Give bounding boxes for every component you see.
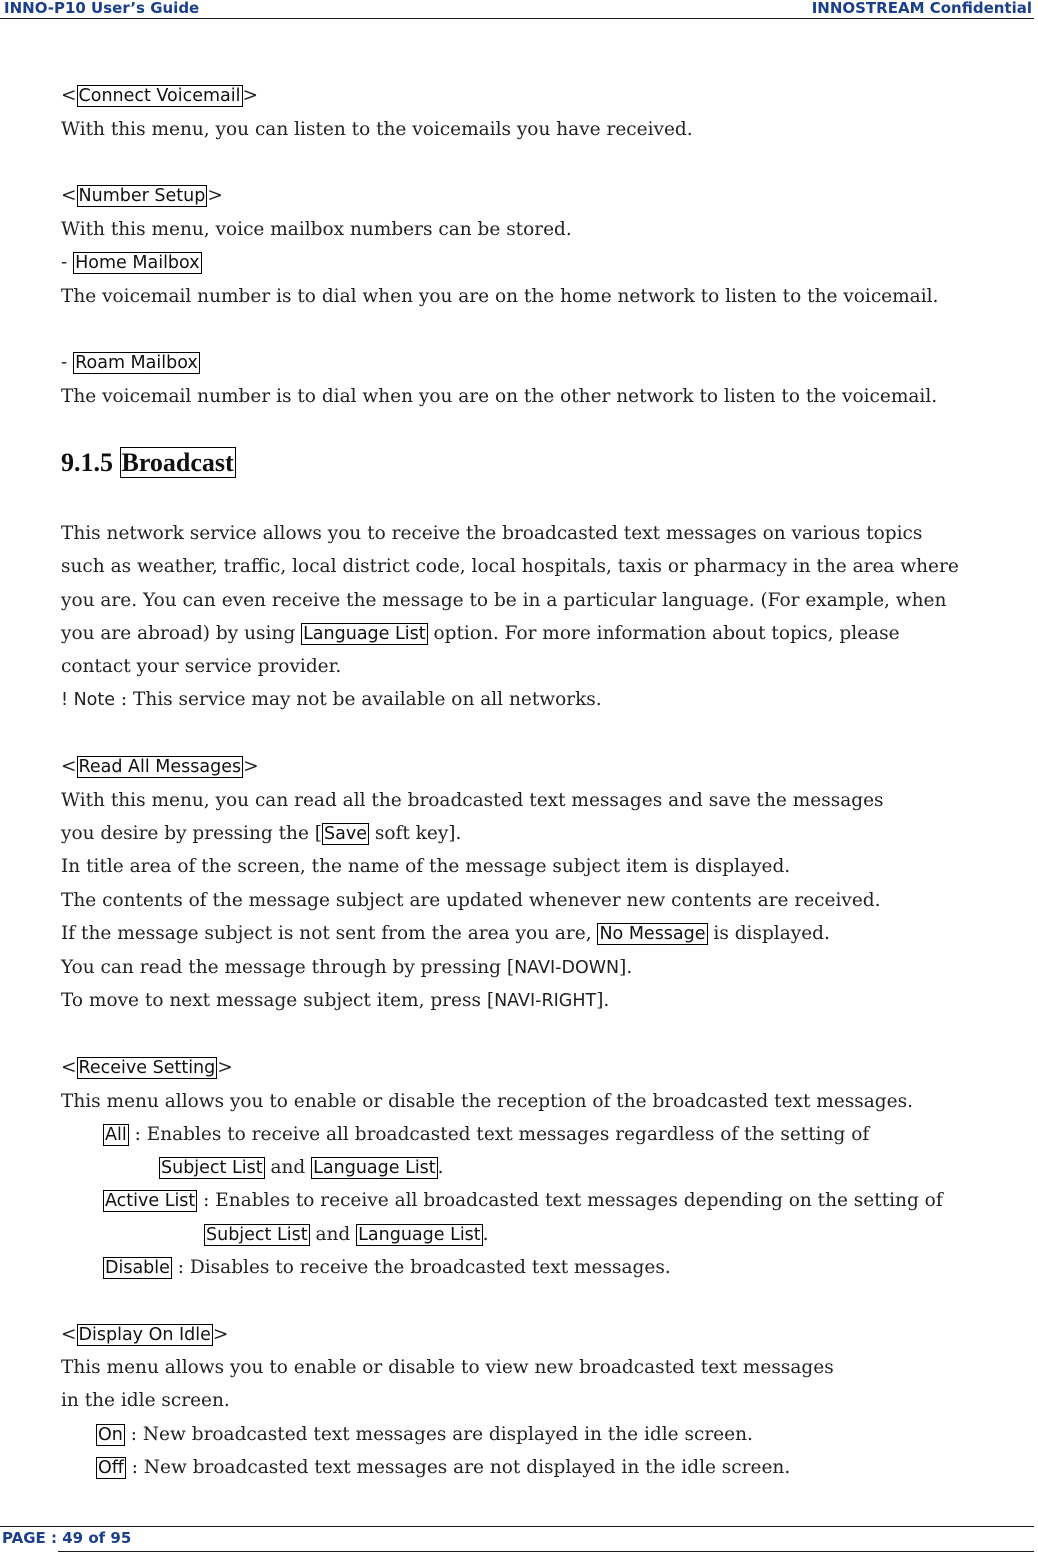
page-number: PAGE : 49 of 95 — [2, 1529, 132, 1547]
option-active-label: Active List — [105, 1191, 196, 1211]
roam-mailbox-desc: The voicemail number is to dial when you are on the other network to listen to the voicemail. — [61, 386, 938, 407]
read-all-heading: < Read All Messages > — [61, 756, 259, 777]
intro-line-4-end: option. For more information about topics, please — [427, 623, 900, 644]
option-disable — [103, 1257, 671, 1279]
page-header — [0, 0, 1034, 19]
read-all-line-5-start: If the message subject is not sent from the area you are, — [61, 923, 598, 944]
option-off-desc: : New broadcasted text messages are not displayed in the idle screen. — [125, 1457, 791, 1478]
section-heading — [61, 446, 236, 480]
section-number: 9.1.5 — [61, 448, 120, 477]
option-on-desc: : New broadcasted text messages are displayed in the idle screen. — [124, 1424, 753, 1445]
navi-right-key: NAVI-RIGHT — [494, 991, 597, 1011]
language-list-ref: Language List — [303, 624, 426, 644]
option-all — [103, 1124, 869, 1146]
home-mailbox-heading — [61, 252, 202, 274]
roam-mailbox-heading — [61, 352, 200, 374]
read-all-line-4: The contents of the message subject are updated whenever new contents are received. — [61, 890, 881, 911]
header-confidential: INNOSTREAM Confidential — [811, 0, 1032, 17]
option-active-desc: : Enables to receive all broadcasted text messages depending on the setting of — [197, 1190, 943, 1211]
connect-voicemail-desc: With this menu, you can listen to the voicemails you have received. — [61, 119, 693, 140]
no-message-ref: No Message — [599, 924, 706, 944]
option-off-label: Off — [98, 1458, 124, 1478]
number-setup-label: Number Setup — [78, 186, 206, 206]
navi-down-key: NAVI-DOWN — [514, 958, 620, 978]
number-setup-desc: With this menu, voice mailbox numbers can be stored. — [61, 219, 572, 240]
display-idle-label: Display On Idle — [78, 1325, 211, 1345]
roam-dash: - — [61, 352, 74, 373]
home-dash: - — [61, 252, 74, 273]
receive-setting-label: Receive Setting — [78, 1058, 216, 1078]
read-all-line-6 — [61, 957, 632, 979]
and-2: and — [309, 1224, 357, 1245]
note-line — [61, 689, 602, 711]
option-disable-desc: : Disables to receive the broadcasted text messages. — [171, 1257, 671, 1278]
read-all-line-5 — [61, 923, 830, 945]
receive-setting-heading: < Receive Setting > — [61, 1057, 233, 1078]
read-all-line-5-end: is displayed. — [707, 923, 830, 944]
page-footer — [0, 1526, 1034, 1553]
option-on — [96, 1424, 753, 1446]
read-all-line-6-start: You can read the message through by pressing [ — [61, 957, 515, 978]
read-all-line-2 — [61, 823, 461, 845]
roam-mailbox-label: Roam Mailbox — [75, 353, 198, 373]
subject-list-ref-2: Subject List — [206, 1225, 308, 1245]
option-active — [103, 1190, 943, 1212]
number-setup-heading: < Number Setup > — [61, 185, 223, 206]
intro-line-1: This network service allows you to receive the broadcasted text messages on various topics — [61, 523, 923, 544]
connect-voicemail-heading: < Connect Voicemail > — [61, 85, 259, 106]
option-all-cont — [159, 1157, 444, 1179]
intro-line-2: such as weather, traffic, local district code, local hospitals, taxis or pharmacy in the area where — [61, 556, 959, 577]
read-all-line-2-end: soft key]. — [368, 823, 462, 844]
option-all-desc: : Enables to receive all broadcasted text messages regardless of the setting of — [128, 1124, 870, 1145]
intro-line-4 — [61, 623, 900, 645]
intro-line-3: you are. You can even receive the message to be in a particular language. (For example, when — [61, 590, 947, 611]
section-title: Broadcast — [121, 448, 234, 477]
option-on-label: On — [98, 1425, 123, 1445]
display-idle-heading: < Display On Idle > — [61, 1324, 229, 1345]
note-label: ! Note — [61, 690, 116, 710]
and-1: and — [264, 1157, 312, 1178]
subject-list-ref-1: Subject List — [161, 1158, 263, 1178]
intro-line-4-start: you are abroad) by using — [61, 623, 302, 644]
note-text: : This service may not be available on all networks. — [115, 689, 602, 710]
read-all-line-3: In title area of the screen, the name of the message subject item is displayed. — [61, 856, 791, 877]
display-idle-line-2: in the idle screen. — [61, 1390, 230, 1411]
option-active-cont — [204, 1224, 489, 1246]
save-key-ref: Save — [324, 824, 367, 844]
read-all-line-7-start: To move to next message subject item, press [ — [61, 990, 495, 1011]
home-mailbox-label: Home Mailbox — [75, 253, 200, 273]
period-1: . — [437, 1157, 444, 1178]
read-all-line-6-end: ]. — [619, 957, 633, 978]
read-all-line-2-start: you desire by pressing the [ — [61, 823, 323, 844]
connect-voicemail-label: Connect Voicemail — [78, 86, 241, 106]
read-all-line-7 — [61, 990, 609, 1012]
home-mailbox-desc: The voicemail number is to dial when you are on the home network to listen to the voicemail. — [61, 286, 939, 307]
option-disable-label: Disable — [105, 1258, 170, 1278]
read-all-line-1: With this menu, you can read all the broadcasted text messages and save the messages — [61, 790, 884, 811]
read-all-line-7-end: ]. — [596, 990, 610, 1011]
header-doc-title: INNO-P10 User’s Guide — [4, 0, 200, 17]
period-2: . — [482, 1224, 489, 1245]
option-all-label: All — [105, 1125, 127, 1145]
language-list-ref-1: Language List — [313, 1158, 436, 1178]
receive-setting-desc: This menu allows you to enable or disable the reception of the broadcasted text messages. — [61, 1091, 913, 1112]
intro-line-5: contact your service provider. — [61, 656, 342, 677]
language-list-ref-2: Language List — [358, 1225, 481, 1245]
option-off — [96, 1457, 790, 1479]
footer-rule — [58, 1551, 1034, 1552]
display-idle-line-1: This menu allows you to enable or disable to view new broadcasted text messages — [61, 1357, 834, 1378]
read-all-label: Read All Messages — [78, 757, 242, 777]
